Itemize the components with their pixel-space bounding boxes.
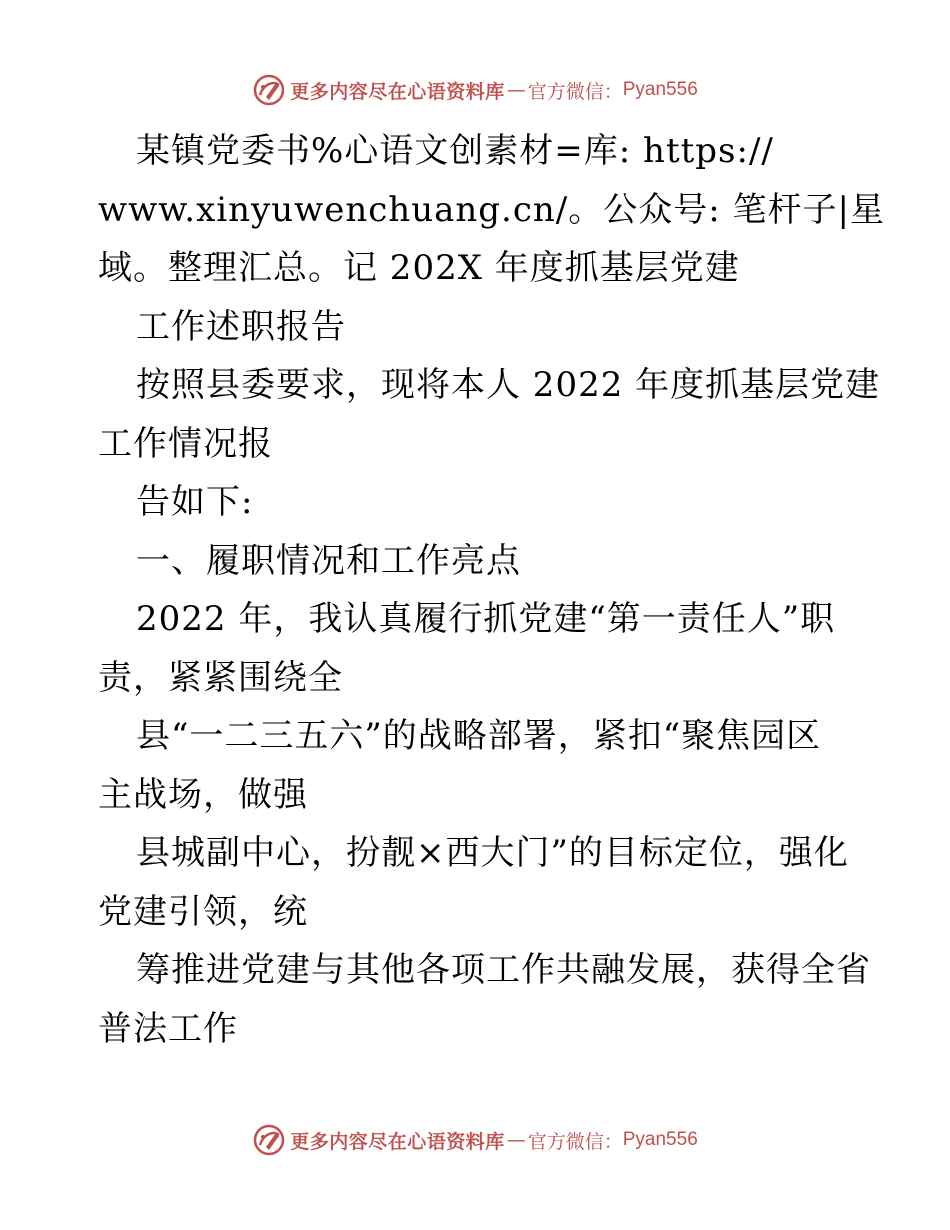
text-line: 域。整理汇总。记 202X 年度抓基层党建: [98, 248, 740, 288]
header-watermark: [0, 70, 950, 110]
watermark-sub-text: 官方微信：: [527, 1130, 623, 1153]
text-line: 工作情况报: [98, 423, 273, 464]
text-line: 按照县委要求，现将本人 2022 年度抓基层党建: [136, 365, 881, 405]
watermark-main-text: 更多内容尽在心语资料库: [290, 1130, 505, 1153]
watermark-dash: —: [506, 1129, 526, 1151]
text-line: 筹推进党建与其他各项工作共融发展，获得全省: [136, 950, 871, 990]
text-line: 主战场，做强: [98, 774, 308, 815]
watermark-sub-text: 官方微信：: [527, 80, 623, 103]
text-line: 县“一二三五六”的战略部署，紧扣“聚焦园区: [136, 716, 822, 756]
text-line: www.xinyuwenchuang.cn/。公众号: 笔杆子|星: [98, 189, 885, 230]
footer-watermark: [0, 1120, 950, 1160]
text-line: 工作述职报告: [136, 306, 346, 347]
document-body: [98, 122, 885, 1058]
watermark-main-text: 更多内容尽在心语资料库: [290, 80, 505, 103]
text-line: 党建引领，统: [98, 891, 308, 932]
section-heading: 一、履职情况和工作亮点: [136, 540, 521, 581]
text-line: 2022 年，我认真履行抓党建“第一责任人”职: [136, 599, 836, 639]
text-line: 某镇党委书%心语文创素材=库: https://: [136, 131, 774, 171]
text-line: 告如下:: [136, 482, 254, 522]
text-line: 责，紧紧围绕全: [98, 657, 343, 698]
watermark-dash: —: [506, 79, 526, 101]
text-line: 普法工作: [98, 1008, 238, 1049]
text-line: 县城副中心，扮靓×西大门”的目标定位，强化: [136, 833, 849, 873]
pen-logo-icon: [252, 73, 286, 107]
pen-logo-icon: [252, 1123, 286, 1157]
watermark-wechat-id: Pyan556: [622, 79, 698, 100]
watermark-wechat-id: Pyan556: [622, 1129, 698, 1150]
